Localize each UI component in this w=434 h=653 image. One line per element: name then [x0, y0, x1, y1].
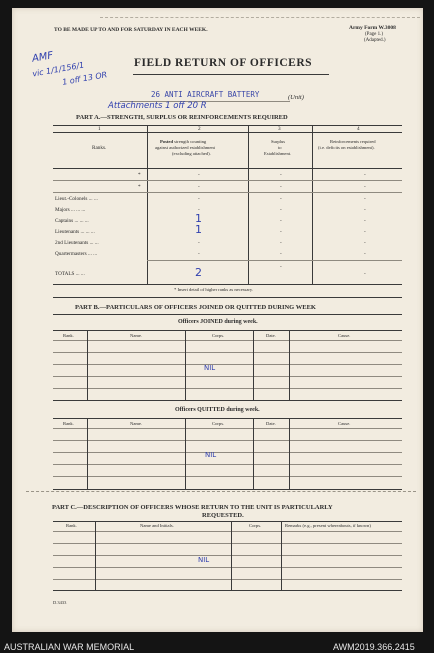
rule [53, 464, 402, 465]
surplus-cell: - [280, 218, 282, 224]
rule [53, 180, 402, 181]
rank-cell: Lieutenants ... ... ... [55, 229, 95, 235]
surplus-cell: - [280, 172, 282, 178]
rule [53, 192, 402, 193]
rule [53, 364, 402, 365]
col-header-posted-line3: (excluding attached). [172, 151, 211, 156]
col-header-reinforcements: Reinforcements required [330, 139, 376, 144]
rule [281, 521, 282, 590]
quitted-col-date: Date. [266, 421, 276, 426]
joined-col-name: Name. [130, 333, 143, 338]
col-header-posted-line2: against authorized establishment [155, 145, 215, 150]
rule [95, 521, 96, 590]
part-c-heading-line1: PART C.—DESCRIPTION OF OFFICERS WHOSE RETURN TO THE UNIT IS PARTICULARLY [52, 504, 333, 511]
rule [253, 330, 254, 400]
col-header-posted-bold: Posted [160, 139, 174, 144]
rule [53, 314, 402, 315]
rank-cell: Quartermasters ... ... [55, 251, 98, 257]
margin-note-line3: 1 off 13 OR [61, 70, 108, 87]
rank-cell: Majors ... ... ... [55, 207, 86, 213]
posted-cell: - [198, 207, 200, 213]
quitted-col-corps: Corps. [212, 421, 225, 426]
rule [87, 330, 88, 400]
surplus-cell: - [280, 229, 282, 235]
perforation-top [100, 17, 420, 18]
rule [53, 531, 402, 532]
quitted-col-name: Name. [130, 421, 143, 426]
rule [147, 125, 148, 285]
rule [53, 297, 402, 298]
totals-reinforcements: - [364, 271, 366, 277]
rule [312, 125, 313, 285]
joined-col-date: Date. [266, 333, 276, 338]
rule [53, 567, 402, 568]
joined-col-corps: Corps. [212, 333, 225, 338]
rule [53, 376, 402, 377]
footer-institution: AUSTRALIAN WAR MEMORIAL [4, 642, 135, 652]
part-c-nil-entry: NIL [198, 556, 210, 564]
quitted-nil-entry: NIL [205, 451, 217, 459]
surplus-cell: - [280, 207, 282, 213]
rule [53, 125, 402, 126]
posted-cell: - [198, 196, 200, 202]
rank-cell: * [138, 172, 141, 178]
quitted-col-cause: Cause. [338, 421, 351, 426]
rule [53, 352, 402, 353]
surplus-cell: - [280, 240, 282, 246]
part-c-col-corps: Corps. [249, 523, 262, 528]
rule [53, 489, 402, 490]
rank-cell: Captains ... ... ... [55, 218, 89, 224]
reinforcements-cell: - [364, 218, 366, 224]
posted-cell: 1 [195, 223, 202, 236]
rank-cell: 2nd Lieutenants ... ... [55, 240, 99, 246]
attachments-note: Attachments 1 off 20 R [108, 101, 207, 111]
rule [53, 476, 402, 477]
rule [53, 440, 402, 441]
rule [253, 418, 254, 489]
joined-col-cause: Cause. [338, 333, 351, 338]
form-page [12, 8, 423, 632]
rank-cell: * [138, 184, 141, 190]
posted-cell: - [198, 184, 200, 190]
col-header-ranks: Ranks. [92, 145, 107, 151]
rule [289, 418, 290, 489]
rule [87, 418, 88, 489]
form-number: Army Form W.3008 [349, 25, 396, 31]
part-c-col-remarks: Remarks (e.g., present whereabouts, if known) [285, 523, 371, 528]
rule [231, 521, 232, 590]
col-header-posted [160, 139, 206, 144]
form-title: FIELD RETURN OF OFFICERS [134, 57, 313, 69]
rule [53, 452, 402, 453]
part-a-heading: PART A.—STRENGTH, SURPLUS OR REINFORCEMENTS REQUIRED [76, 114, 288, 121]
margin-note-line1: AMF [31, 50, 55, 65]
part-c-col-rank: Rank. [66, 523, 77, 528]
totals-label: TOTALS ... ... [55, 271, 85, 277]
col-number-4: 4 [357, 126, 360, 132]
rule [53, 132, 402, 133]
rule [53, 418, 402, 419]
reinforcements-cell: - [364, 207, 366, 213]
footer-accession-number: AWM2019.366.2415 [333, 642, 415, 652]
unit-label: (Unit) [288, 94, 304, 101]
rule [53, 340, 402, 341]
rule [53, 330, 402, 331]
part-c-heading-line2: REQUESTED. [202, 512, 244, 519]
margin-note-line2: vic 1/1/156/1 [31, 60, 85, 79]
reinforcements-cell: - [364, 240, 366, 246]
col-header-surplus: Surplus [271, 139, 286, 144]
rule [147, 260, 402, 261]
rule [53, 579, 402, 580]
rule [248, 125, 249, 285]
col-header-posted-rest: strength counting [174, 139, 207, 144]
part-c-col-name: Name and Initials. [140, 523, 174, 528]
rule [185, 330, 186, 400]
reinforcements-cell: - [364, 196, 366, 202]
surplus-cell: - [280, 184, 282, 190]
posted-cell: - [198, 240, 200, 246]
joined-nil-entry: NIL [204, 364, 216, 372]
form-page-number: (Page 1.) [365, 32, 384, 37]
rule [53, 168, 402, 169]
posted-cell: - [198, 251, 200, 257]
col-header-reinforcements-line2: (i.e. deficits on establishment). [318, 145, 375, 150]
quitted-col-rank: Rank. [63, 421, 74, 426]
perforation-middle [26, 491, 416, 492]
part-a-footnote: * Insert detail of higher ranks as necessary. [174, 287, 254, 292]
rule [53, 543, 402, 544]
posted-cell: 1 [195, 212, 202, 225]
rank-cell: Lieut.-Colonels ... ... [55, 196, 98, 202]
rule [53, 590, 402, 591]
rule [185, 418, 186, 489]
form-adapted: (Adapted.) [364, 38, 386, 43]
joined-col-rank: Rank. [63, 333, 74, 338]
col-header-surplus-line3: Establishment. [264, 151, 292, 156]
joined-title: Officers JOINED during week. [178, 319, 258, 325]
col-number-1: 1 [98, 126, 101, 132]
unit-name: 26 ANTI AIRCRAFT BATTERY [151, 90, 260, 99]
col-header-surplus-line2: to [278, 145, 282, 150]
col-number-2: 2 [198, 126, 201, 132]
reinforcements-cell: - [364, 184, 366, 190]
rule [53, 400, 402, 401]
archive-footer [0, 640, 434, 653]
totals-surplus: - [280, 264, 282, 270]
reinforcements-cell: - [364, 172, 366, 178]
quitted-title: Officers QUITTED during week. [175, 407, 260, 413]
title-underline [133, 74, 329, 75]
rule [53, 284, 402, 285]
surplus-cell: - [280, 196, 282, 202]
reinforcements-cell: - [364, 251, 366, 257]
posted-cell: - [198, 172, 200, 178]
rule [53, 555, 402, 556]
surplus-cell: - [280, 251, 282, 257]
print-code: D.3433 [53, 600, 67, 605]
reinforcements-cell: - [364, 229, 366, 235]
rule [53, 388, 402, 389]
part-b-heading: PART B.—PARTICULARS OF OFFICERS JOINED OR QUITTED DURING WEEK [75, 304, 316, 311]
totals-posted: 2 [195, 266, 202, 279]
rule [53, 428, 402, 429]
rule [289, 330, 290, 400]
header-instruction: TO BE MADE UP TO AND FOR SATURDAY IN EACH WEEK. [54, 27, 208, 33]
col-number-3: 3 [278, 126, 281, 132]
rule [53, 521, 402, 522]
